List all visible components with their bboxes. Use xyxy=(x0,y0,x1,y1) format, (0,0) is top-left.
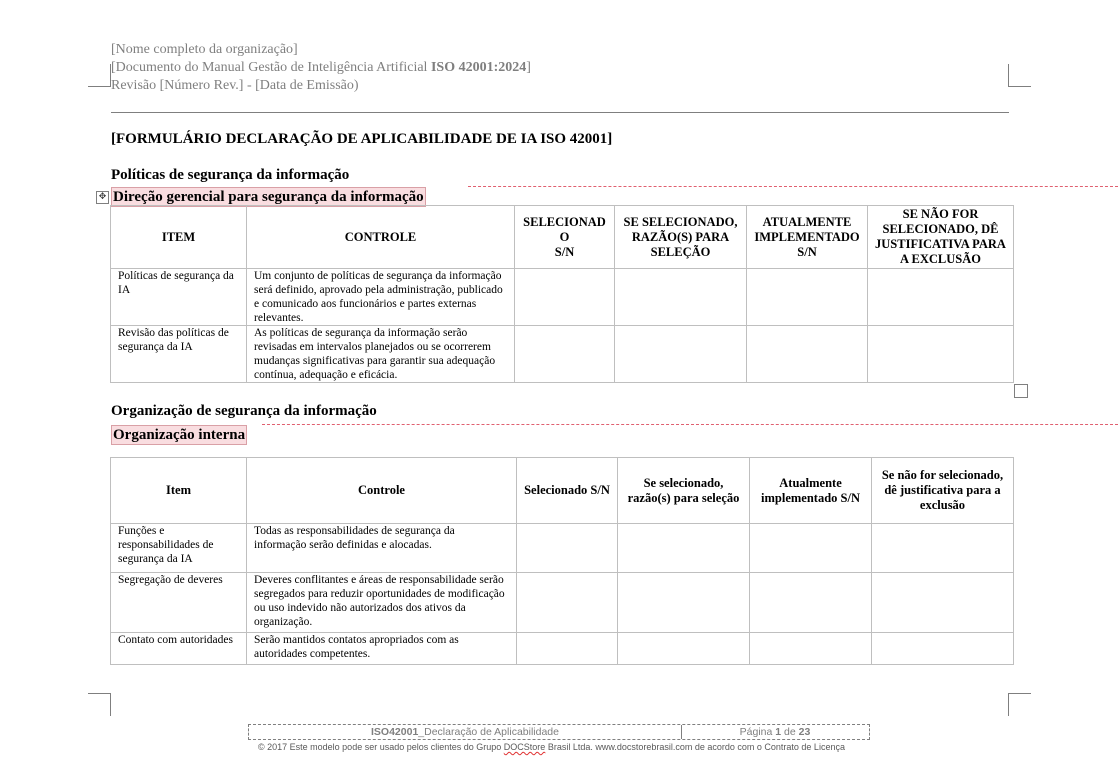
col-header-item: Item xyxy=(111,458,247,524)
col-header-implemented: ATUALMENTE IMPLEMENTADO S/N xyxy=(747,206,868,269)
cell-selected[interactable] xyxy=(515,326,615,383)
col-header-item: ITEM xyxy=(111,206,247,269)
col-header-implemented: Atualmente implementado S/N xyxy=(750,458,872,524)
cell-control[interactable]: Deveres conflitantes e áreas de responsabilidade serão segregados para reduzir oportunidades de modificação ou uso indevido não autorizados dos ativos da organização. xyxy=(247,573,517,633)
cell-justification[interactable] xyxy=(868,269,1014,326)
table-row xyxy=(111,573,1014,633)
col-header-selected: SELECIONAD O S/N xyxy=(515,206,615,269)
revision-dash-2 xyxy=(262,424,1118,425)
cell-reason[interactable] xyxy=(615,269,747,326)
cell-justification[interactable] xyxy=(872,524,1014,573)
cell-item[interactable]: Contato com autoridades xyxy=(111,633,247,665)
cell-selected[interactable] xyxy=(517,633,618,665)
cell-item[interactable]: Segregação de deveres xyxy=(111,573,247,633)
header-rule xyxy=(111,112,1009,113)
cell-reason[interactable] xyxy=(615,326,747,383)
crop-mark-top-left xyxy=(88,64,111,87)
cell-selected[interactable] xyxy=(517,573,618,633)
cell-control[interactable]: Serão mantidos contatos apropriados com as autoridades competentes. xyxy=(247,633,517,665)
form-title: [FORMULÁRIO DECLARAÇÃO DE APLICABILIDADE DE IA ISO 42001] xyxy=(111,131,613,147)
col-header-control: Controle xyxy=(247,458,517,524)
footer-box xyxy=(248,724,870,740)
table-row xyxy=(111,633,1014,665)
section2-subheading[interactable]: Organização interna xyxy=(113,427,246,443)
org-name: [Nome completo da organização] xyxy=(111,42,298,57)
cell-selected[interactable] xyxy=(517,524,618,573)
footer-copyright: © 2017 Este modelo pode ser usado pelos clientes do Grupo DOCStore Brasil Ltda. www.docstorebrasil.com de acordo com o Contrato de Licença xyxy=(258,742,845,752)
footer-page-number: Página 1 de 23 xyxy=(739,726,811,738)
section2-heading: Organização de segurança da informação xyxy=(111,403,377,419)
footer-doc-name: ISO42001_Declaração de Aplicabilidade xyxy=(249,725,682,739)
revision-line: Revisão [Número Rev.] - [Data de Emissão) xyxy=(111,78,359,93)
col-header-selected: Selecionado S/N xyxy=(517,458,618,524)
cell-control[interactable]: As políticas de segurança da informação serão revisadas em intervalos planejados ou se ocorrerem mudanças significativas para garantir sua adequação contínua, adequação e eficácia. xyxy=(247,326,515,383)
section2-table xyxy=(110,457,1014,665)
cell-item[interactable]: Funções e responsabilidades de segurança da IA xyxy=(111,524,247,573)
cell-justification[interactable] xyxy=(868,326,1014,383)
revision-dash-1 xyxy=(468,186,1118,187)
cell-implemented[interactable] xyxy=(750,633,872,665)
cell-reason[interactable] xyxy=(618,573,750,633)
cell-implemented[interactable] xyxy=(747,326,868,383)
table-row xyxy=(111,269,1014,326)
cell-implemented[interactable] xyxy=(747,269,868,326)
resize-handle-icon[interactable] xyxy=(1014,384,1028,398)
cell-reason[interactable] xyxy=(618,633,750,665)
table-row xyxy=(111,524,1014,573)
doc-standard: ISO 42001:2024 xyxy=(430,60,527,75)
section1-table xyxy=(110,205,1014,383)
crop-mark-top-right xyxy=(1008,64,1031,87)
cell-selected[interactable] xyxy=(515,269,615,326)
col-header-reason: Se selecionado, razão(s) para seleção xyxy=(618,458,750,524)
col-header-reason: SE SELECIONADO, RAZÃO(S) PARA SELEÇÃO xyxy=(615,206,747,269)
cell-justification[interactable] xyxy=(872,633,1014,665)
cell-implemented[interactable] xyxy=(750,524,872,573)
col-header-justification: Se não for selecionado, dê justificativa para a exclusão xyxy=(872,458,1014,524)
move-handle-icon[interactable]: ✥ xyxy=(96,191,109,204)
col-header-justification: SE NÃO FOR SELECIONADO, DÊ JUSTIFICATIVA PARA A EXCLUSÃO xyxy=(868,206,1014,269)
crop-mark-bottom-left xyxy=(88,693,111,716)
cell-justification[interactable] xyxy=(872,573,1014,633)
section1-subheading[interactable]: Direção gerencial para segurança da informação xyxy=(113,189,424,205)
section1-heading: Políticas de segurança da informação xyxy=(111,167,350,183)
cell-item[interactable]: Políticas de segurança da IA xyxy=(111,269,247,326)
doc-title-line: [Documento do Manual Gestão de Inteligência Artificial ISO 42001:2024] xyxy=(111,60,531,75)
cell-item[interactable]: Revisão das políticas de segurança da IA xyxy=(111,326,247,383)
cell-reason[interactable] xyxy=(618,524,750,573)
cell-control[interactable]: Todas as responsabilidades de segurança da informação serão definidas e alocadas. xyxy=(247,524,517,573)
cell-implemented[interactable] xyxy=(750,573,872,633)
cell-control[interactable]: Um conjunto de políticas de segurança da informação será definido, aprovado pela administração, publicado e comunicado aos funcionários e partes externas relevantes. xyxy=(247,269,515,326)
table-row xyxy=(111,326,1014,383)
crop-mark-bottom-right xyxy=(1008,693,1031,716)
col-header-control: CONTROLE xyxy=(247,206,515,269)
